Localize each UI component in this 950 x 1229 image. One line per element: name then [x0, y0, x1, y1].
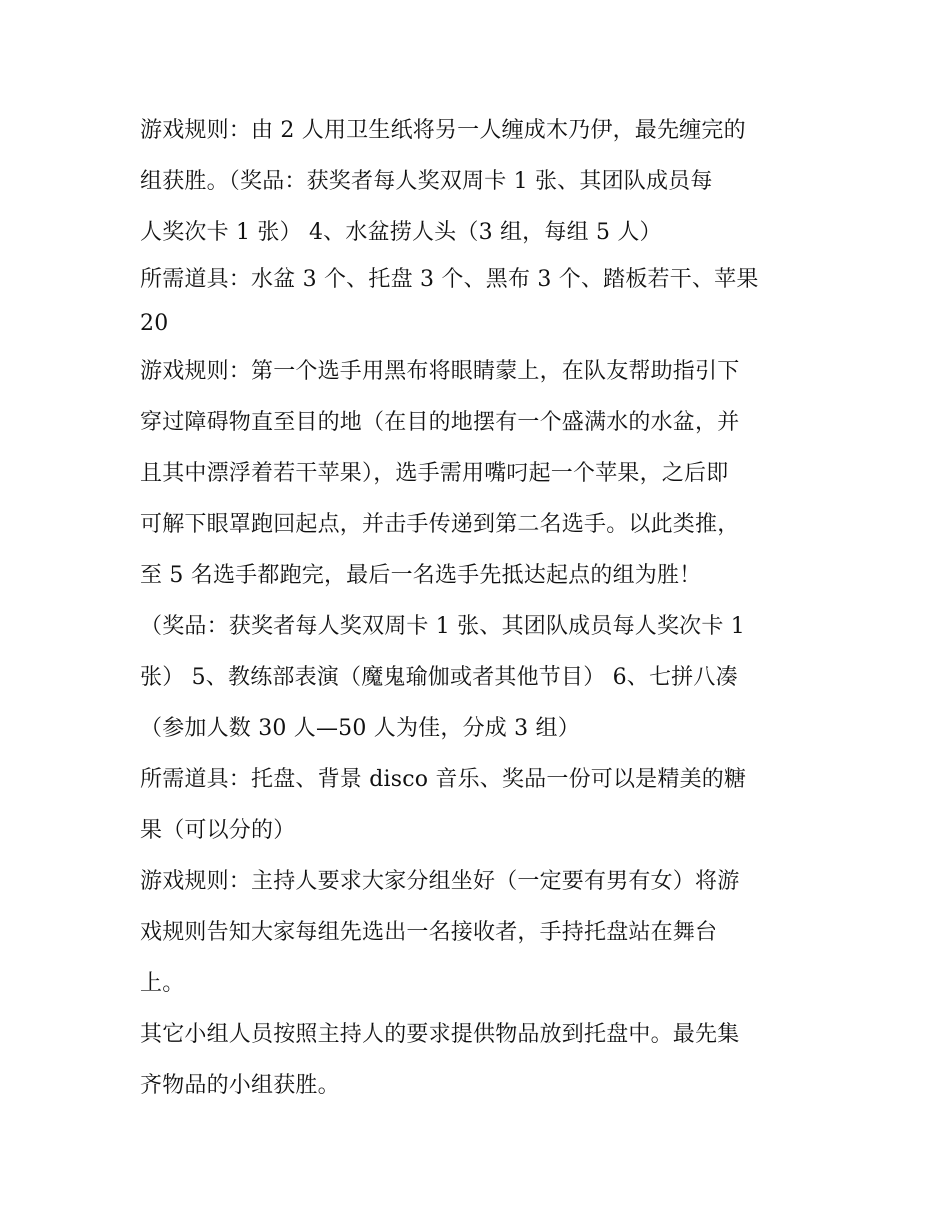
document-body	[140, 105, 820, 1111]
text-line: 游戏规则：第一个选手用黑布将眼睛蒙上，在队友帮助指引下	[140, 359, 740, 384]
text-line: 所需道具：水盆 3 个、托盘 3 个、黑布 3 个、踏板若干、苹果	[140, 267, 759, 292]
text-line: 穿过障碍物直至目的地（在目的地摆有一个盛满水的水盆，并	[140, 410, 740, 435]
text-line: （参加人数 30 人—50 人为佳，分成 3 组）	[140, 716, 580, 741]
text-line: 至 5 名选手都跑完，最后一名选手先抵达起点的组为胜！	[140, 563, 702, 588]
text-line: 游戏规则：由 2 人用卫生纸将另一人缠成木乃伊，最先缠完的	[140, 118, 746, 143]
text-line: 其它小组人员按照主持人的要求提供物品放到托盘中。最先集	[140, 1022, 740, 1047]
text-line: 所需道具：托盘、背景 disco 音乐、奖品一份可以是精美的糖	[140, 767, 747, 792]
text-line: 齐物品的小组获胜。	[140, 1073, 340, 1098]
text-line: 人奖次卡 1 张） 4、水盆捞人头（3 组，每组 5 人）	[140, 220, 662, 245]
text-line: 上。	[140, 971, 185, 996]
text-line: 20	[140, 311, 169, 336]
text-line: （奖品：获奖者每人奖双周卡 1 张、其团队成员每人奖次卡 1	[140, 614, 745, 639]
text-line: 且其中漂浮着若干苹果），选手需用嘴叼起一个苹果，之后即	[140, 461, 729, 486]
text-line: 张） 5、教练部表演（魔鬼瑜伽或者其他节目） 6、七拼八凑	[140, 665, 738, 690]
text-line: 游戏规则：主持人要求大家分组坐好（一定要有男有女）将游	[140, 869, 740, 894]
text-line: 戏规则告知大家每组先选出一名接收者，手持托盘站在舞台	[140, 920, 718, 945]
text-line: 可解下眼罩跑回起点，并击手传递到第二名选手。以此类推，	[140, 512, 740, 537]
text-line: 组获胜。（奖品：获奖者每人奖双周卡 1 张、其团队成员每	[140, 169, 713, 194]
text-line: 果（可以分的）	[140, 818, 296, 843]
